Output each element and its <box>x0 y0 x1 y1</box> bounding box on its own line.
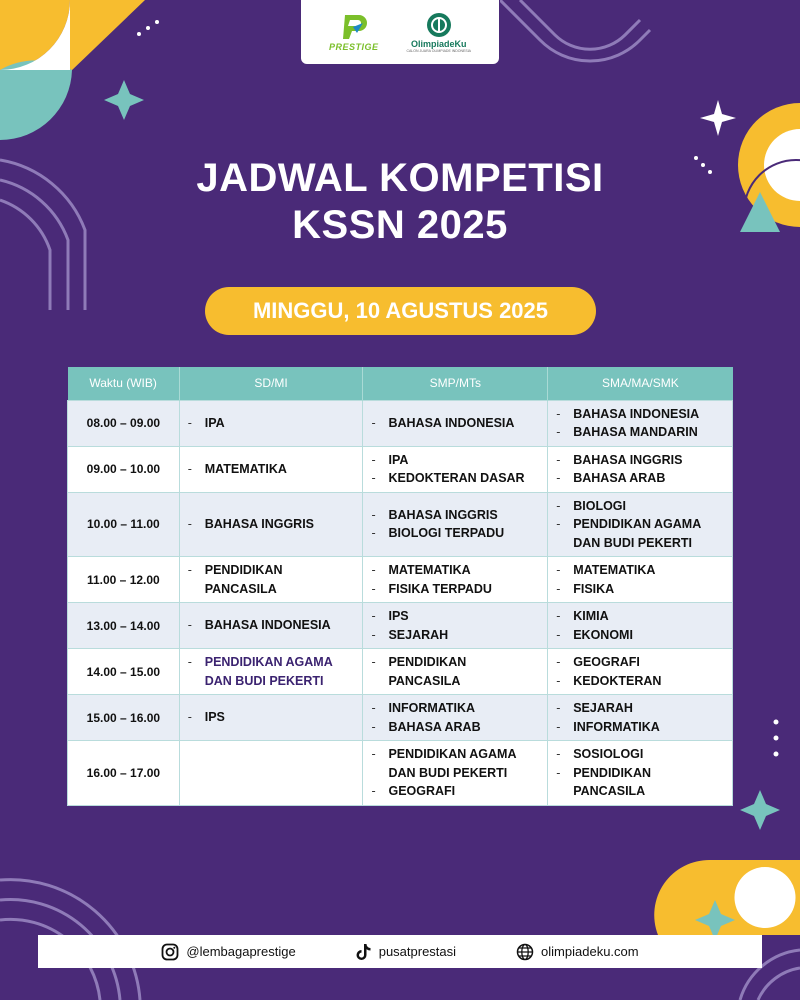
time-cell: 10.00 – 11.00 <box>68 492 180 557</box>
tiktok-link[interactable] <box>356 943 456 961</box>
subject-item: - MATEMATIKA <box>556 561 724 580</box>
table-row <box>68 446 733 492</box>
subject-item: - GEOGRAFI <box>371 782 539 801</box>
subject-item: - BAHASA INGGRIS <box>371 506 539 525</box>
sma-cell <box>548 557 733 603</box>
subject-item: - FISIKA <box>556 580 724 599</box>
olimpiadeku-logo <box>406 12 471 53</box>
table-row <box>68 400 733 446</box>
subject-item: - FISIKA TERPADU <box>371 580 539 599</box>
subject-item: - PENDIDIKAN AGAMA DAN BUDI PEKERTI <box>371 745 539 782</box>
subject-item: - BAHASA INDONESIA <box>188 616 355 635</box>
subject-item: - MATEMATIKA <box>371 561 539 580</box>
subject-item: - IPS <box>371 607 539 626</box>
header-sd: SD/MI <box>179 367 363 400</box>
subject-item: - BAHASA MANDARIN <box>556 423 724 442</box>
title-line-2: KSSN 2025 <box>292 203 508 247</box>
subject-list <box>556 607 724 644</box>
subject-item: - SEJARAH <box>371 626 539 645</box>
time-cell: 16.00 – 17.00 <box>68 741 180 806</box>
olimpiadeku-tagline: CALON JUARA OLIMPIADE INDONESIA <box>406 48 472 53</box>
subject-list <box>556 699 724 736</box>
subject-item: - IPA <box>371 451 539 470</box>
subject-list <box>556 451 724 488</box>
sd-cell <box>179 695 363 741</box>
smp-cell <box>363 695 548 741</box>
table-row <box>68 695 733 741</box>
website-link[interactable] <box>516 943 639 961</box>
sma-cell <box>548 741 733 806</box>
prestige-logo-text: PRESTIGE <box>328 41 379 52</box>
sd-cell <box>179 446 363 492</box>
subject-list <box>371 414 539 433</box>
subject-list <box>556 405 724 442</box>
time-cell: 13.00 – 14.00 <box>68 603 180 649</box>
subject-list <box>188 561 355 598</box>
subject-list <box>188 414 355 433</box>
tiktok-handle: pusatprestasi <box>378 944 457 959</box>
subject-item: - BAHASA INDONESIA <box>371 414 539 433</box>
subject-item: - MATEMATIKA <box>188 460 355 479</box>
sd-cell <box>179 603 363 649</box>
subject-item: - KEDOKTERAN DASAR <box>371 469 539 488</box>
table-row <box>68 557 733 603</box>
tiktok-icon <box>356 943 372 961</box>
subject-item: - KEDOKTERAN <box>556 672 724 691</box>
subject-list <box>188 515 355 534</box>
subject-item: - KIMIA <box>556 607 724 626</box>
sd-cell <box>179 492 363 557</box>
subject-item: - IPS <box>188 708 355 727</box>
subject-list <box>371 451 539 488</box>
decoration-bottom-left <box>0 860 170 1000</box>
subject-item: - BAHASA INDONESIA <box>556 405 724 424</box>
prestige-logo-icon <box>339 13 369 41</box>
schedule-table <box>67 367 733 806</box>
time-cell: 14.00 – 15.00 <box>68 649 180 695</box>
globe-icon <box>516 943 534 961</box>
subject-list <box>188 653 355 690</box>
schedule-body <box>68 400 733 805</box>
table-header-row <box>68 367 733 400</box>
time-cell: 09.00 – 10.00 <box>68 446 180 492</box>
subject-item: - GEOGRAFI <box>556 653 724 672</box>
time-cell: 11.00 – 12.00 <box>68 557 180 603</box>
subject-list <box>371 653 539 690</box>
time-cell: 08.00 – 09.00 <box>68 400 180 446</box>
date-badge: MINGGU, 10 AGUSTUS 2025 <box>205 287 596 335</box>
sd-cell <box>179 741 363 806</box>
subject-list <box>556 745 724 801</box>
header-sma: SMA/MA/SMK <box>548 367 733 400</box>
subject-item: - IPA <box>188 414 355 433</box>
instagram-handle: @lembagaprestige <box>186 944 296 959</box>
olimpiadeku-logo-icon <box>426 12 452 38</box>
subject-list <box>556 497 724 553</box>
subject-list <box>371 506 539 543</box>
smp-cell <box>363 649 548 695</box>
subject-item: - INFORMATIKA <box>556 718 724 737</box>
sd-cell <box>179 557 363 603</box>
table-row <box>68 492 733 557</box>
subject-list <box>188 616 355 635</box>
header-time: Waktu (WIB) <box>68 367 180 400</box>
footer-bar <box>38 935 762 968</box>
smp-cell <box>363 557 548 603</box>
smp-cell <box>363 603 548 649</box>
subject-item: - PENDIDIKAN AGAMA DAN BUDI PEKERTI <box>188 653 355 690</box>
subject-item: - BAHASA INGGRIS <box>556 451 724 470</box>
subject-item: - BAHASA INGGRIS <box>188 515 355 534</box>
subject-list <box>371 699 539 736</box>
subject-list <box>371 561 539 598</box>
sma-cell <box>548 649 733 695</box>
subject-list <box>556 653 724 690</box>
page-title <box>0 155 800 249</box>
subject-list <box>188 708 355 727</box>
subject-item: - BIOLOGI <box>556 497 724 516</box>
subject-item: - BAHASA ARAB <box>556 469 724 488</box>
sd-cell <box>179 649 363 695</box>
table-row <box>68 741 733 806</box>
table-row <box>68 649 733 695</box>
time-cell: 15.00 – 16.00 <box>68 695 180 741</box>
subject-item: - SOSIOLOGI <box>556 745 724 764</box>
subject-item: - PENDIDIKAN PANCASILA <box>556 764 724 801</box>
subject-list <box>556 561 724 598</box>
sma-cell <box>548 446 733 492</box>
smp-cell <box>363 492 548 557</box>
subject-list <box>188 460 355 479</box>
sma-cell <box>548 492 733 557</box>
subject-item: - BAHASA ARAB <box>371 718 539 737</box>
sma-cell <box>548 695 733 741</box>
subject-item: - PENDIDIKAN PANCASILA <box>188 561 355 598</box>
website-url: olimpiadeku.com <box>541 944 639 959</box>
subject-item: - SEJARAH <box>556 699 724 718</box>
prestige-logo <box>329 13 379 52</box>
subject-list <box>371 745 539 801</box>
title-line-1: JADWAL KOMPETISI <box>196 156 604 200</box>
smp-cell <box>363 741 548 806</box>
subject-item: - BIOLOGI TERPADU <box>371 524 539 543</box>
subject-item: - PENDIDIKAN PANCASILA <box>371 653 539 690</box>
sd-cell <box>179 400 363 446</box>
sma-cell <box>548 603 733 649</box>
subject-list <box>371 607 539 644</box>
instagram-link[interactable] <box>161 943 295 961</box>
subject-item: - PENDIDIKAN AGAMA DAN BUDI PEKERTI <box>556 515 724 552</box>
sma-cell <box>548 400 733 446</box>
olimpiadeku-logo-text: OlimpiadeKu <box>410 38 467 49</box>
subject-item: - INFORMATIKA <box>371 699 539 718</box>
table-row <box>68 603 733 649</box>
instagram-icon <box>161 943 179 961</box>
smp-cell <box>363 446 548 492</box>
smp-cell <box>363 400 548 446</box>
header-smp: SMP/MTs <box>363 367 548 400</box>
subject-item: - EKONOMI <box>556 626 724 645</box>
logo-bar <box>301 0 499 64</box>
